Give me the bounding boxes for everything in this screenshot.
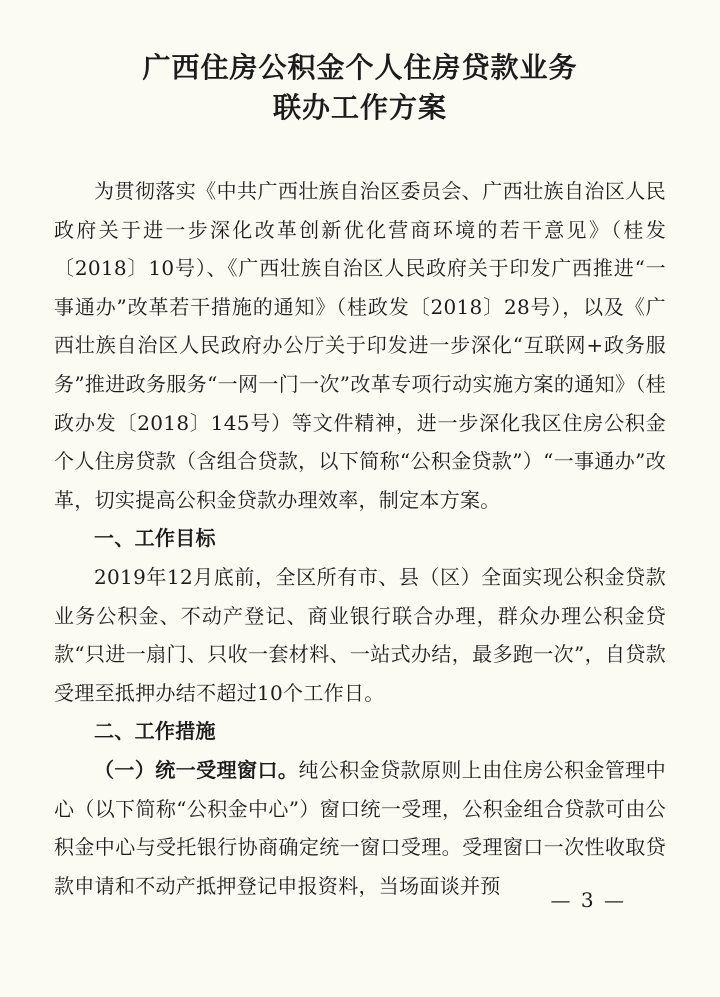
goals-paragraph: 2019年12月底前，全区所有市、县（区）全面实现公积金贷款业务公积金、不动产登记、商业银行联合办理，群众办理公积金贷款“只进一扇门、只收一套材料、一站式办结，最多跑一次”，自贷款受理至抵押办结不超过10个工作日。 <box>54 564 666 705</box>
intro-paragraph: 为贯彻落实《中共广西壮族自治区委员会、广西壮族自治区人民政府关于进一步深化改革创新优化营商环境的若干意见》（桂发〔2018〕10号）、《广西壮族自治区人民政府关于印发广西推进“一事通办”改革若干措施的通知》（桂政发〔2018〕28号），以及《广西壮族自治区人民政府办公厅关于印发进一步深化“互联网+政务服务”推进政务服务“一网一门一次”改革专项行动实施方案的通知》（桂政办发〔2018〕145号）等文件精神，进一步深化我区住房公积金个人住房贷款（含组合贷款，以下简称“公积金贷款”）“一事通办”改革，切实提高公积金贷款办理效率，制定本方案。 <box>54 179 666 512</box>
document-title-line2: 联办工作方案 <box>272 91 447 124</box>
measure-1-lead: （一）统一受理窗口。 <box>94 757 299 782</box>
measure-1-paragraph <box>54 751 666 905</box>
page-number: — 3 — <box>550 888 626 912</box>
measure-1-body: 纯公积金贷款原则上由住房公积金管理中心（以下简称“公积金中心”）窗口统一受理，公积金组合贷款可由公积金中心与受托银行协商确定统一窗口受理。受理窗口一次性收取贷款申请和不动产抵押登记申报资料，当场面谈并预 <box>54 757 667 898</box>
document-body <box>54 172 666 905</box>
section-heading-measures: 二、工作措施 <box>94 719 216 744</box>
document-title-line1: 广西住房公积金个人住房贷款业务 <box>142 51 578 84</box>
section-heading-goals: 一、工作目标 <box>94 526 216 551</box>
